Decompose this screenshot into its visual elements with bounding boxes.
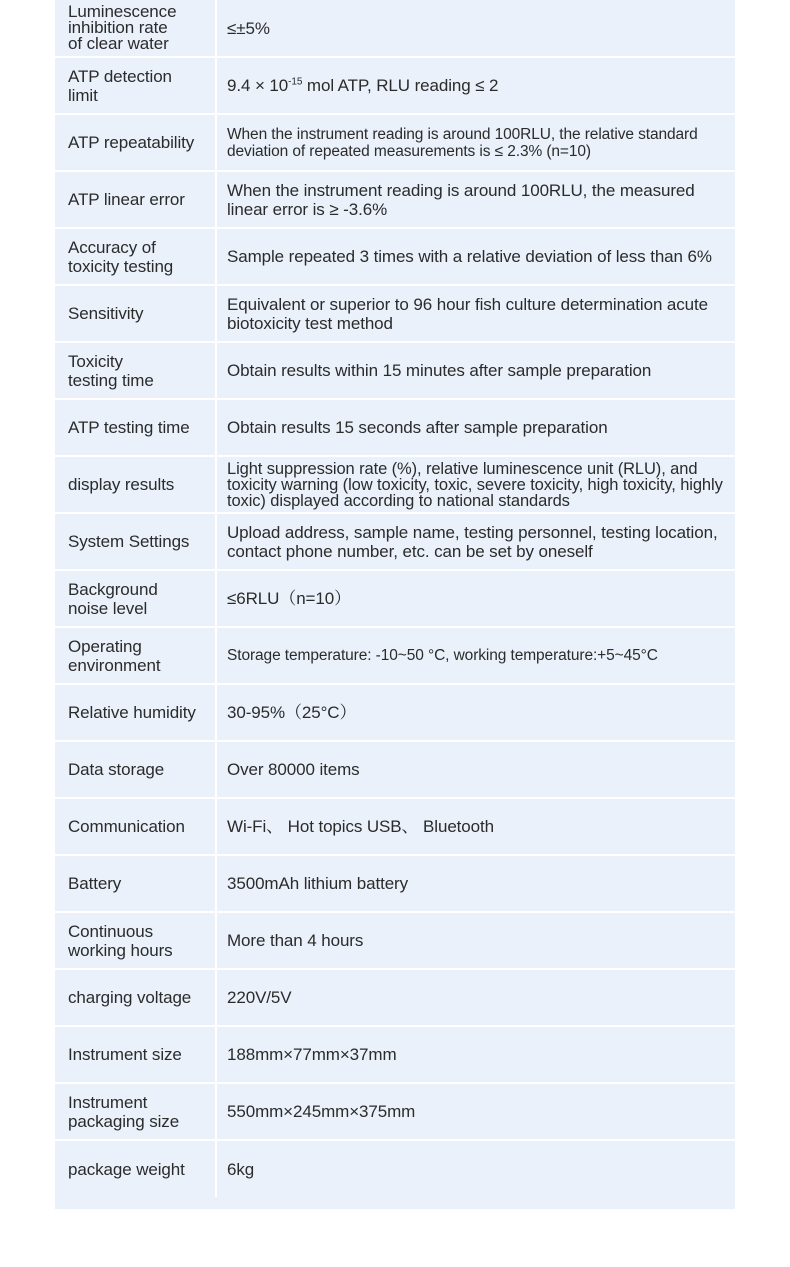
row-label: Luminescence inhibition rate of clear water xyxy=(55,0,216,57)
row-label: ATP testing time xyxy=(55,399,216,456)
table-row xyxy=(55,342,735,399)
table-row xyxy=(55,1026,735,1083)
row-label: Operating environment xyxy=(55,627,216,684)
spec-panel xyxy=(55,0,735,1209)
row-value: When the instrument reading is around 100RLU, the relative standard deviation of repeated measurements is ≤ 2.3% (n=10) xyxy=(216,114,735,171)
row-value: 220V/5V xyxy=(216,969,735,1026)
table-row xyxy=(55,912,735,969)
row-value: Wi-Fi、 Hot topics USB、 Bluetooth xyxy=(216,798,735,855)
row-value: Sample repeated 3 times with a relative deviation of less than 6% xyxy=(216,228,735,285)
row-label: charging voltage xyxy=(55,969,216,1026)
table-row xyxy=(55,1083,735,1140)
row-label: Sensitivity xyxy=(55,285,216,342)
row-label: package weight xyxy=(55,1140,216,1197)
table-row xyxy=(55,513,735,570)
row-label: ATP repeatability xyxy=(55,114,216,171)
row-label: display results xyxy=(55,456,216,513)
row-value: ≤6RLU（n=10） xyxy=(216,570,735,627)
spec-table xyxy=(55,0,735,1197)
row-value: Equivalent or superior to 96 hour fish culture determination acute biotoxicity test method xyxy=(216,285,735,342)
value-part: mol ATP, RLU reading ≤ 2 xyxy=(302,76,499,95)
row-label: Data storage xyxy=(55,741,216,798)
row-value: Obtain results 15 seconds after sample preparation xyxy=(216,399,735,456)
superscript-exponent: -15 xyxy=(288,76,303,88)
table-row xyxy=(55,114,735,171)
row-label: ATP linear error xyxy=(55,171,216,228)
row-label: Background noise level xyxy=(55,570,216,627)
table-row xyxy=(55,0,735,57)
table-row xyxy=(55,798,735,855)
row-label: System Settings xyxy=(55,513,216,570)
row-value: When the instrument reading is around 100RLU, the measured linear error is ≥ -3.6% xyxy=(216,171,735,228)
row-label: Communication xyxy=(55,798,216,855)
table-row xyxy=(55,570,735,627)
row-value: Over 80000 items xyxy=(216,741,735,798)
row-value: 188mm×77mm×37mm xyxy=(216,1026,735,1083)
table-row xyxy=(55,228,735,285)
table-row xyxy=(55,1140,735,1197)
row-value: ≤±5% xyxy=(216,0,735,57)
table-row xyxy=(55,57,735,114)
row-label: Battery xyxy=(55,855,216,912)
row-label: Toxicity testing time xyxy=(55,342,216,399)
row-label: Continuous working hours xyxy=(55,912,216,969)
row-label: ATP detection limit xyxy=(55,57,216,114)
table-row xyxy=(55,684,735,741)
table-row xyxy=(55,399,735,456)
table-row xyxy=(55,285,735,342)
row-label: Instrument packaging size xyxy=(55,1083,216,1140)
row-value: 550mm×245mm×375mm xyxy=(216,1083,735,1140)
row-value: Upload address, sample name, testing personnel, testing location, contact phone number, etc. can be set by oneself xyxy=(216,513,735,570)
row-value: Obtain results within 15 minutes after sample preparation xyxy=(216,342,735,399)
value-part: 9.4 × 10 xyxy=(227,76,289,95)
row-value: 3500mAh lithium battery xyxy=(216,855,735,912)
row-label: Instrument size xyxy=(55,1026,216,1083)
table-row xyxy=(55,456,735,513)
table-row xyxy=(55,855,735,912)
row-value: Light suppression rate (%), relative luminescence unit (RLU), and toxicity warning (low toxicity, toxic, severe toxicity, high toxicity, highly toxic) displayed according to national standards xyxy=(216,456,735,513)
row-value: 30-95%（25°C） xyxy=(216,684,735,741)
row-value: 6kg xyxy=(227,1159,255,1179)
row-value xyxy=(216,57,735,114)
table-row xyxy=(55,627,735,684)
table-row xyxy=(55,969,735,1026)
row-label: Relative humidity xyxy=(55,684,216,741)
table-row xyxy=(55,741,735,798)
table-row xyxy=(55,171,735,228)
row-value: More than 4 hours xyxy=(216,912,735,969)
row-value: Storage temperature: -10~50 °C, working temperature:+5~45°C xyxy=(216,627,735,684)
row-label: Accuracy of toxicity testing xyxy=(55,228,216,285)
